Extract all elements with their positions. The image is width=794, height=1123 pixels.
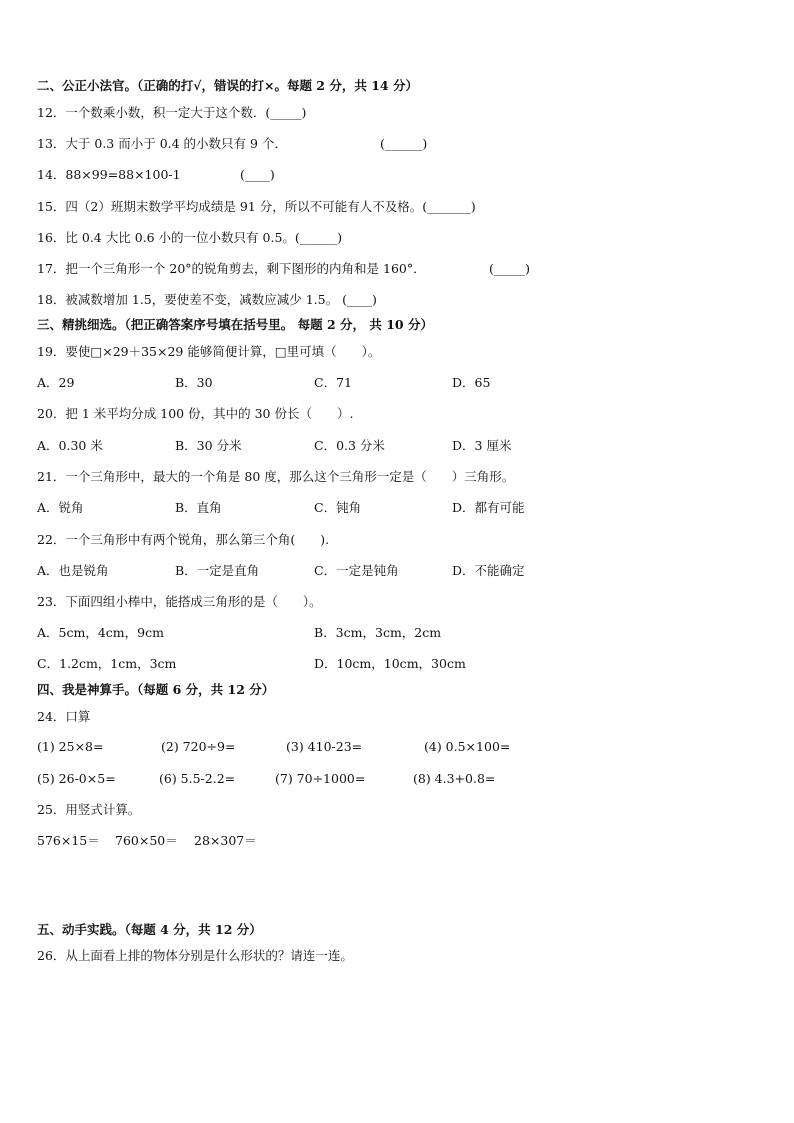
question-14	[37, 167, 275, 183]
option-b: B．一定是直角	[175, 563, 260, 578]
question-17-blank: (_____)	[489, 261, 531, 276]
section-5-heading: 五、动手实践。（每题 4 分，共 12 分）	[37, 922, 262, 937]
question-14-text: 14．88×99=88×100-1	[37, 167, 181, 182]
option-c: C．1.2cm，1cm，3cm	[37, 656, 177, 671]
option-d: D．不能确定	[452, 563, 525, 578]
question-13-text: 13．大于 0.3 而小于 0.4 的小数只有 9 个．	[37, 136, 287, 151]
option-b: B．3cm，3cm，2cm	[314, 625, 442, 640]
question-25: 25．用竖式计算。	[37, 802, 141, 817]
section-4-heading: 四、我是神算手。（每题 6 分，共 12 分）	[37, 682, 275, 697]
section-3-heading: 三、精挑细选。（把正确答案序号填在括号里。 每题 2 分， 共 10 分）	[37, 317, 433, 332]
option-b: B．直角	[175, 500, 222, 515]
section-2-heading: 二、公正小法官。（正确的打√，错误的打×。每题 2 分，共 14 分）	[37, 78, 418, 93]
option-c: C．一定是钝角	[314, 563, 399, 578]
oral-item-3: (3) 410-23=	[286, 739, 363, 754]
option-a: A．0.30 米	[37, 438, 103, 453]
oral-item-2: (2) 720÷9=	[161, 739, 236, 754]
vertical-calc-2: 760×50＝	[115, 833, 178, 848]
question-19: 19．要使□×29＋35×29 能够简便计算，□里可填（ ）。	[37, 344, 381, 359]
question-24: 24．口算	[37, 709, 91, 724]
question-18: 18．被减数增加 1.5，要使差不变，减数应减少 1.5。 (____)	[37, 292, 377, 307]
option-d: D．10cm，10cm，30cm	[314, 656, 466, 671]
option-c: C．0.3 分米	[314, 438, 385, 453]
option-a: A．29	[37, 375, 75, 390]
oral-item-6: (6) 5.5-2.2=	[159, 771, 236, 786]
question-15: 15．四（2）班期末数学平均成绩是 91 分，所以不可能有人不及格。(_______)	[37, 199, 476, 214]
question-14-blank: (____)	[240, 167, 275, 182]
question-17	[37, 261, 531, 277]
question-23: 23．下面四组小棒中，能搭成三角形的是（ ）。	[37, 594, 322, 609]
vertical-calc-1: 576×15＝	[37, 833, 100, 848]
question-16: 16．比 0.4 大比 0.6 小的一位小数只有 0.5。(______)	[37, 230, 343, 245]
question-13-blank: (______)	[380, 136, 428, 151]
vertical-calc-3: 28×307＝	[194, 833, 257, 848]
question-22: 22．一个三角形中有两个锐角，那么第三个角( ).	[37, 532, 330, 547]
question-17-text: 17．把一个三角形一个 20°的锐角剪去，剩下图形的内角和是 160°．	[37, 261, 426, 276]
question-13	[37, 136, 428, 152]
oral-item-7: (7) 70÷1000=	[275, 771, 366, 786]
option-b: B．30 分米	[175, 438, 242, 453]
option-b: B．30	[175, 375, 213, 390]
option-c: C．71	[314, 375, 352, 390]
question-12: 12．一个数乘小数，积一定大于这个数．(_____)	[37, 105, 307, 120]
option-d: D．都有可能	[452, 500, 525, 515]
question-20: 20．把 1 米平均分成 100 份，其中的 30 份长（ ）.	[37, 406, 354, 421]
oral-item-1: (1) 25×8=	[37, 739, 104, 754]
question-26: 26．从上面看上排的物体分别是什么形状的？请连一连。	[37, 948, 353, 963]
question-21: 21．一个三角形中，最大的一个角是 80 度，那么这个三角形一定是（ ）三角形。	[37, 469, 515, 484]
option-c: C．钝角	[314, 500, 362, 515]
option-d: D．3 厘米	[452, 438, 512, 453]
oral-item-8: (8) 4.3+0.8=	[413, 771, 496, 786]
oral-item-4: (4) 0.5×100=	[424, 739, 511, 754]
option-a: A．5cm，4cm，9cm	[37, 625, 164, 640]
oral-item-5: (5) 26-0×5=	[37, 771, 116, 786]
option-d: D．65	[452, 375, 491, 390]
option-a: A．锐角	[37, 500, 84, 515]
option-a: A．也是锐角	[37, 563, 109, 578]
